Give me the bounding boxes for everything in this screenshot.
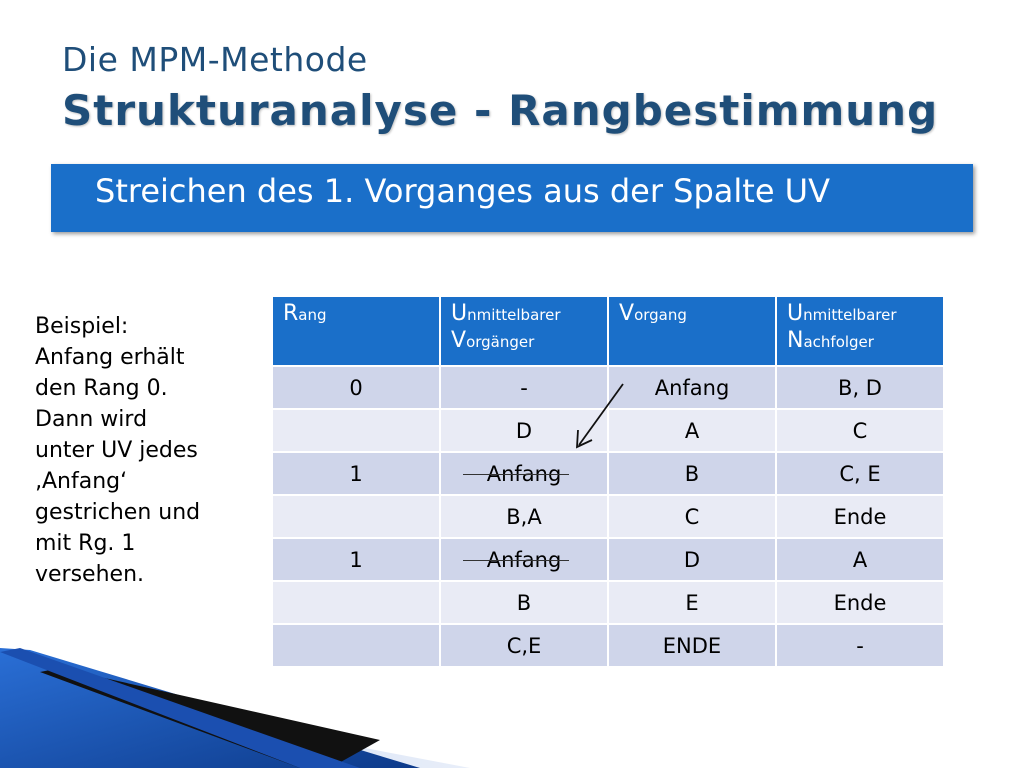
cell-rang: 0 <box>272 366 440 409</box>
slide-subtitle: Strukturanalyse - Rangbestimmung <box>62 86 939 135</box>
cell-vorgang: C <box>608 495 776 538</box>
note-line: den Rang 0. <box>35 376 168 401</box>
note-line: versehen. <box>35 562 145 587</box>
note-line: ‚Anfang‘ <box>35 469 128 494</box>
header-unmittelbarer-vorgaenger <box>440 296 608 366</box>
cell-vorgang: B <box>608 452 776 495</box>
cell-rang <box>272 581 440 624</box>
header-initial: V <box>619 301 635 326</box>
cell-rang: 1 <box>272 538 440 581</box>
cell-un: Ende <box>776 495 944 538</box>
header-unmittelbarer-nachfolger <box>776 296 944 366</box>
table-row <box>272 581 944 624</box>
example-note <box>35 311 235 590</box>
cell-un: A <box>776 538 944 581</box>
cell-un: Ende <box>776 581 944 624</box>
header-rang <box>272 296 440 366</box>
cell-un: B, D <box>776 366 944 409</box>
cell-rang <box>272 495 440 538</box>
cell-uv: D <box>440 409 608 452</box>
struck-text: Anfang <box>486 547 562 572</box>
table-row <box>272 624 944 667</box>
cell-vorgang: A <box>608 409 776 452</box>
header-initial: V <box>451 328 467 353</box>
cell-un: C <box>776 409 944 452</box>
cell-un: C, E <box>776 452 944 495</box>
table-row <box>272 409 944 452</box>
cell-rang <box>272 409 440 452</box>
header-initial: U <box>451 301 468 326</box>
header-initial: N <box>787 328 804 353</box>
cell-vorgang: Anfang <box>608 366 776 409</box>
header-vorgang <box>608 296 776 366</box>
instruction-banner <box>51 164 973 232</box>
table-row <box>272 366 944 409</box>
cell-uv: C,E <box>440 624 608 667</box>
header-rest: organg <box>634 306 687 324</box>
note-line: Anfang erhält <box>35 345 185 370</box>
note-line: gestrichen und <box>35 500 201 525</box>
header-initial: U <box>787 301 804 326</box>
mpm-table <box>271 295 945 668</box>
header-rest: nmittelbarer <box>467 306 561 324</box>
struck-text: Anfang <box>486 461 562 486</box>
note-line: Beispiel: <box>35 314 129 339</box>
note-line: Dann wird <box>35 407 148 432</box>
cell-uv <box>440 538 608 581</box>
header-rest: nmittelbarer <box>803 306 897 324</box>
cell-rang: 1 <box>272 452 440 495</box>
note-line: mit Rg. 1 <box>35 531 136 556</box>
cell-un: - <box>776 624 944 667</box>
cell-uv: - <box>440 366 608 409</box>
note-line: unter UV jedes <box>35 438 198 463</box>
table-header-row <box>272 296 944 366</box>
cell-vorgang: D <box>608 538 776 581</box>
cell-uv <box>440 452 608 495</box>
cell-vorgang: E <box>608 581 776 624</box>
table-row <box>272 452 944 495</box>
table-row <box>272 538 944 581</box>
cell-uv: B <box>440 581 608 624</box>
cell-uv: B,A <box>440 495 608 538</box>
cell-vorgang: ENDE <box>608 624 776 667</box>
slide-title: Die MPM-Methode <box>62 40 368 79</box>
header-initial: R <box>283 301 299 326</box>
banner-text: Streichen des 1. Vorganges aus der Spalte UV <box>95 172 830 210</box>
cell-rang <box>272 624 440 667</box>
table-row <box>272 495 944 538</box>
header-rest: ang <box>298 306 327 324</box>
header-rest: achfolger <box>803 333 874 351</box>
header-rest: orgänger <box>466 333 535 351</box>
